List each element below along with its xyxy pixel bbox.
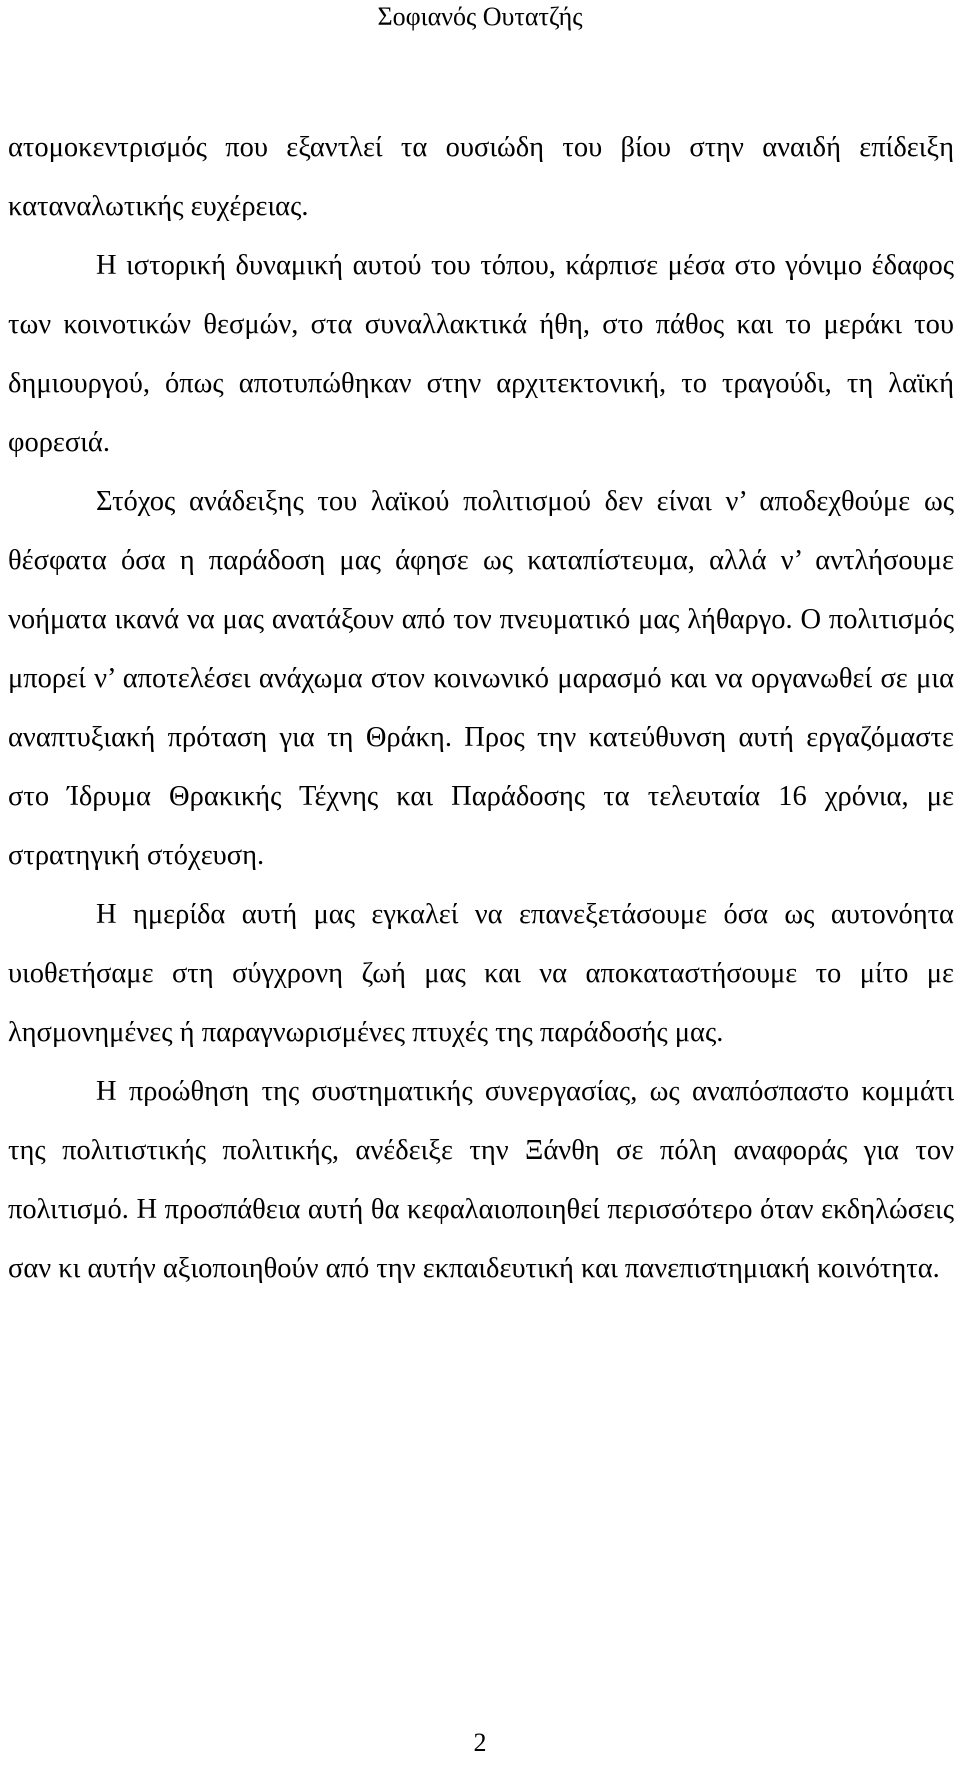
page-header-author: Σοφιανός Ουτατζής [377,2,583,31]
paragraph: Η ημερίδα αυτή μας εγκαλεί να επανεξετάσουμε όσα ως αυτονόητα υιοθετήσαμε στη σύγχρονη ζωή μας και να αποκαταστήσουμε το μίτο με λησμονημένες ή παραγνωρισμένες πτυχές της παράδοσής μας. [8,899,954,1048]
paragraph: Η ιστορική δυναμική αυτού του τόπου, κάρπισε μέσα στο γόνιμο έδαφος των κοινοτικών θεσμών, στα συναλλακτικά ήθη, στο πάθος και το μεράκι του δημιουργού, όπως αποτυπώθηκαν στην αρχιτεκτονική, το τραγούδι, τη λαϊκή φορεσιά. [8,250,954,458]
paragraph-continuation: ατομοκεντρισμός που εξαντλεί τα ουσιώδη του βίου στην αναιδή επίδειξη καταναλωτικής ευχέρειας. [8,132,954,222]
page-number: 2 [473,1728,487,1757]
paragraph: Στόχος ανάδειξης του λαϊκού πολιτισμού δεν είναι ν’ αποδεχθούμε ως θέσφατα όσα η παράδοση μας άφησε ως καταπίστευμα, αλλά ν’ αντλήσουμε νοήματα ικανά να μας ανατάξουν από τον πνευματικό μας λήθαργο. Ο πολιτισμός μπορεί ν’ αποτελέσει ανάχωμα στον κοινωνικό μαρασμό και να οργανωθεί σε μια αναπτυξιακή πρόταση για τη Θράκη. Προς την κατεύθυνση αυτή εργαζόμαστε στο Ίδρυμα Θρακικής Τέχνης και Παράδοσης τα τελευταία 16 χρόνια, με στρατηγική στόχευση. [8,486,954,871]
body-text [8,118,954,1298]
paragraph: Η προώθηση της συστηματικής συνεργασίας, ως αναπόσπαστο κομμάτι της πολιτιστικής πολιτικής, ανέδειξε την Ξάνθη σε πόλη αναφοράς για τον πολιτισμό. Η προσπάθεια αυτή θα κεφαλαιοποιηθεί περισσότερο όταν εκδηλώσεις σαν κι αυτήν αξιοποιηθούν από την εκπαιδευτική και πανεπιστημιακή κοινότητα. [8,1076,954,1284]
